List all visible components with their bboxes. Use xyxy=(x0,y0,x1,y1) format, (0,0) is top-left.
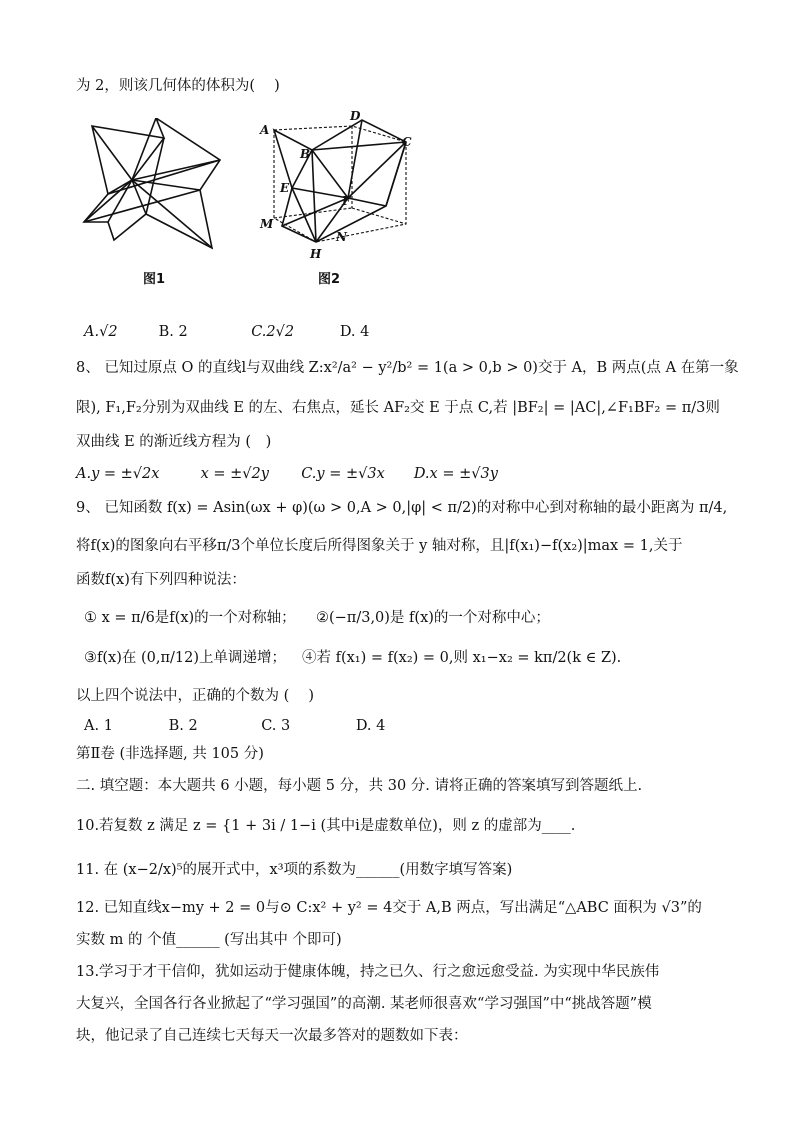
figure-2-labels xyxy=(259,109,412,260)
q7-options xyxy=(84,322,369,342)
figure-1 xyxy=(80,118,230,258)
q9-option-a[interactable]: A. 1 xyxy=(84,718,113,734)
q9-line-2: 将f(x)的图象向右平移π/3个单位长度后所得图象关于 y 轴对称，且|f(x₁)−f(x₂)|max = 1,关于 xyxy=(76,538,683,554)
label-D: D xyxy=(350,109,361,123)
figure-1-caption: 图1 xyxy=(143,272,166,287)
q7-option-c[interactable]: C.2√2 xyxy=(251,324,295,340)
q8-line-2: 限), F₁,F₂分别为双曲线 E 的左、右焦点，延长 AF₂交 E 于点 C,若 |BF₂| = |AC|,∠F₁BF₂ = π/3则 xyxy=(76,400,720,416)
q10: 10.若复数 z 满足 z = {1 + 3i / 1−i (其中i是虚数单位)，则 z 的虚部为____. xyxy=(76,818,576,834)
q8-option-b[interactable]: x = ±√2y xyxy=(200,466,269,482)
label-A: A xyxy=(260,123,270,137)
q9-line-4: 以上四个说法中，正确的个数为 ( ) xyxy=(76,688,315,704)
q9-statement-1: ① x = π/6是f(x)的一个对称轴； xyxy=(84,610,296,626)
q9-line-1: 9、 已知函数 f(x) = Asin(ωx + φ)(ω > 0,A > 0,|φ| < π/2)的对称中心到对称轴的最小距离为 π/4, xyxy=(76,500,728,516)
q12-line-1: 12. 已知直线x−my + 2 = 0与⊙ C:x² + y² = 4交于 A,B 两点，写出满足“△ABC 面积为 √3”的 xyxy=(76,900,702,916)
label-F: F xyxy=(342,194,351,208)
label-E: E xyxy=(280,181,290,195)
figure-2-caption: 图2 xyxy=(318,272,341,287)
part-2-heading: 第Ⅱ卷 (非选择题, 共 105 分) xyxy=(76,746,264,762)
q11: 11. 在 (x−2/x)⁵的展开式中，x³项的系数为______(用数字填写答案) xyxy=(76,862,513,878)
q7-option-d[interactable]: D. 4 xyxy=(339,324,370,340)
q13-line-2: 大复兴，全国各行各业掀起了“学习强国”的高潮. 某老师很喜欢“学习强国”中“挑战答题”模 xyxy=(76,996,652,1012)
q8-line-1: 8、 已知过原点 O 的直线l与双曲线 Z:x²/a² − y²/b² = 1(a > 0,b > 0)交于 A，B 两点(点 A 在第一象 xyxy=(76,360,739,376)
q9-option-c[interactable]: C. 3 xyxy=(261,718,291,734)
label-C: C xyxy=(402,135,412,149)
q13-line-3: 块，他记录了自己连续七天每天一次最多答对的题数如下表： xyxy=(76,1028,468,1044)
q9-option-b[interactable]: B. 2 xyxy=(168,718,198,734)
label-B: B xyxy=(300,147,311,161)
q13-line-1: 13.学习于才干信仰，犹如运动于健康体魄，持之已久、行之愈远愈受益. 为实现中华民族伟 xyxy=(76,964,660,980)
figure-1-lines xyxy=(84,118,220,248)
q7-tail: 为 2，则该几何体的体积为( ) xyxy=(76,78,280,94)
q9-line-3: 函数f(x)有下列四种说法： xyxy=(76,572,246,588)
q8-option-a[interactable]: A.y = ±√2x xyxy=(76,466,160,482)
figure-2 xyxy=(256,108,426,260)
figure-2-solid-edges xyxy=(274,120,406,242)
q8-options xyxy=(76,464,498,484)
q9-options xyxy=(84,716,385,736)
q9-option-d[interactable]: D. 4 xyxy=(355,718,386,734)
label-N: N xyxy=(336,230,347,244)
q8-option-d[interactable]: D.x = ±√3y xyxy=(413,466,498,482)
q9-statement-4: ④若 f(x₁) = f(x₂) = 0,则 x₁−x₂ = kπ/2(k ∈ Z). xyxy=(302,650,622,666)
q12-line-2: 实数 m 的 个值______ (写出其中 个即可) xyxy=(76,932,342,948)
q7-option-a[interactable]: A.√2 xyxy=(84,324,118,340)
q9-statement-3: ③f(x)在 (0,π/12)上单调递增； xyxy=(84,650,286,666)
label-H: H xyxy=(310,247,322,260)
label-M: M xyxy=(260,217,274,231)
q8-option-c[interactable]: C.y = ±√3x xyxy=(301,466,385,482)
q7-option-b[interactable]: B. 2 xyxy=(158,324,188,340)
q8-line-3: 双曲线 E 的渐近线方程为 ( ) xyxy=(76,434,272,450)
q9-statement-2: ②(−π/3,0)是 f(x)的一个对称中心； xyxy=(316,610,550,626)
section-2-heading: 二. 填空题：本大题共 6 小题，每小题 5 分，共 30 分. 请将正确的答案填写到答题纸上. xyxy=(76,778,643,794)
